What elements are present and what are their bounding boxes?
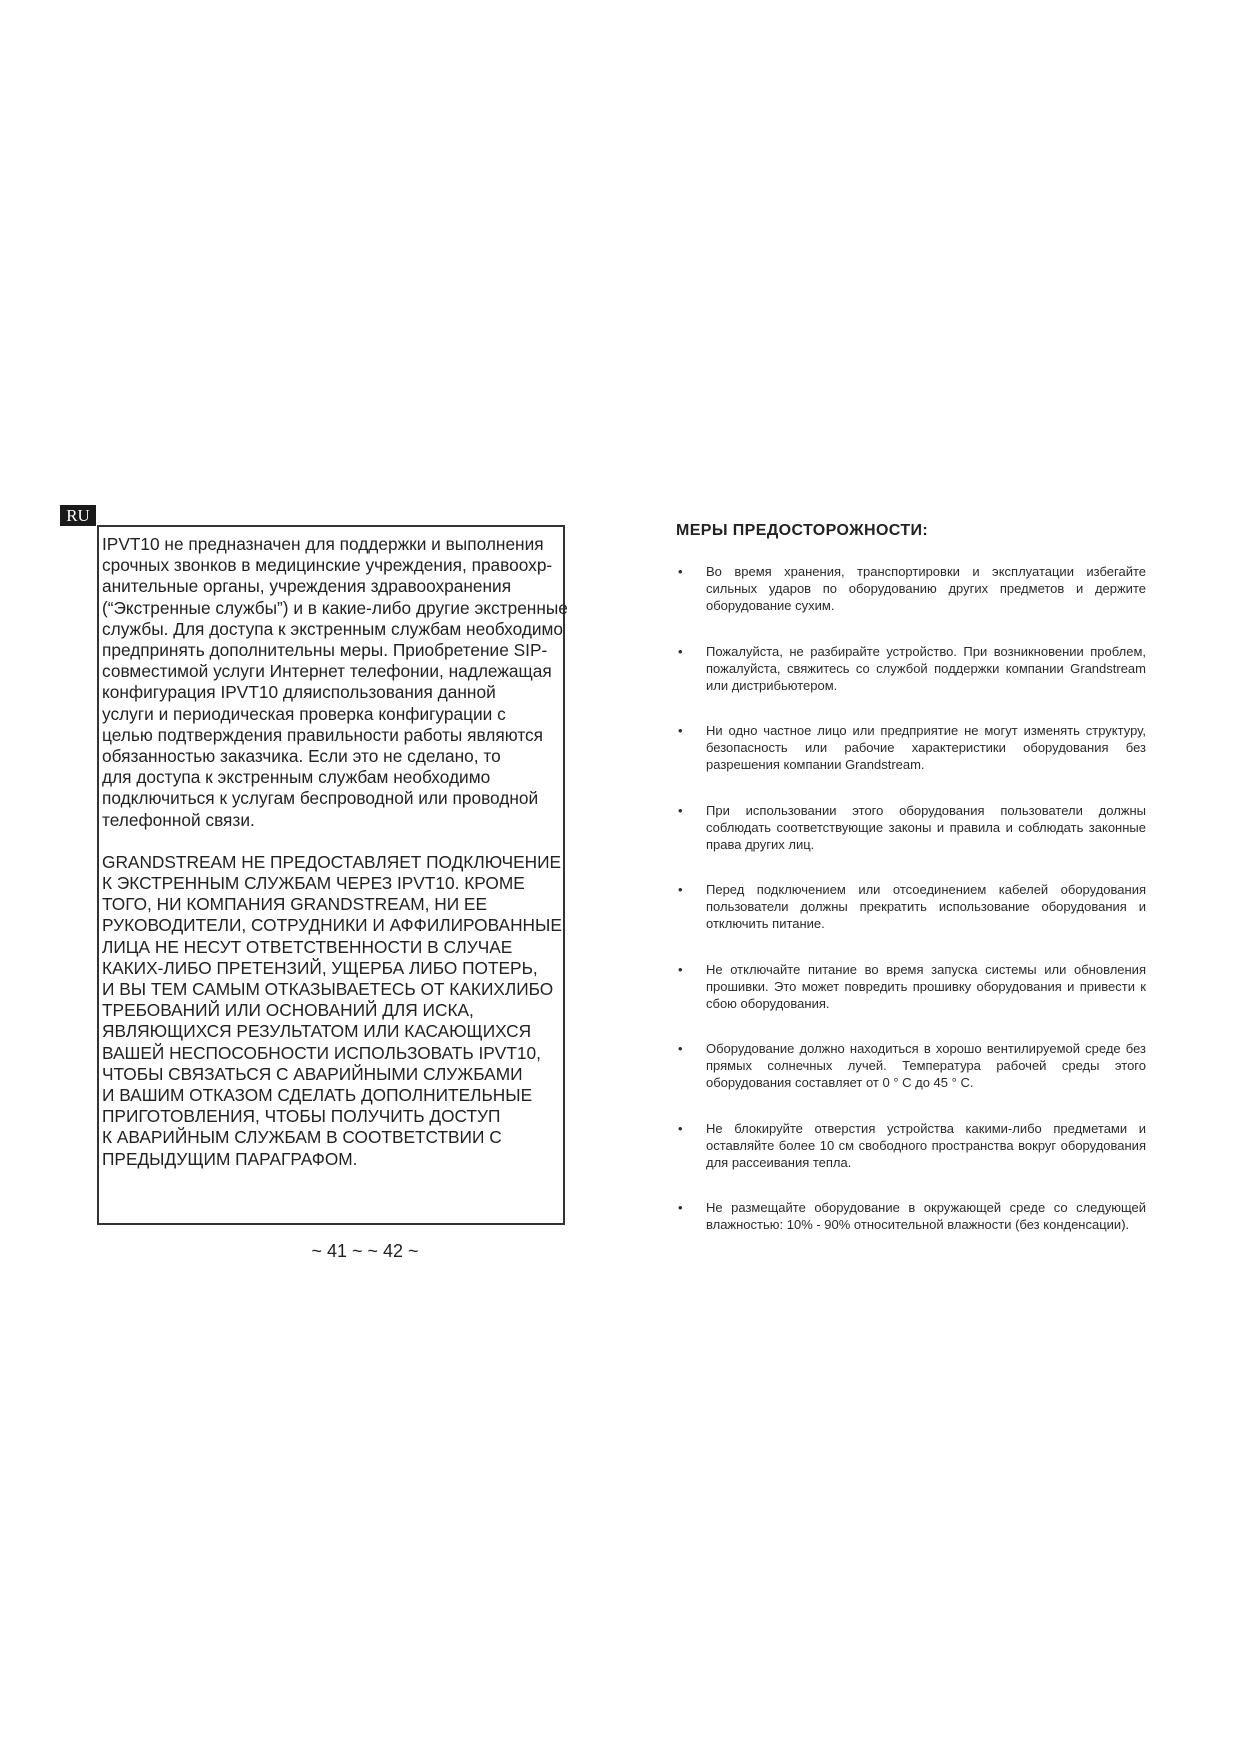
precaution-text: Не блокируйте отверстия устройства какими-либо предметами и оставляйте более 10 см свободного пространства вокруг оборудования для рассеивания тепла. [706,1120,1146,1170]
bullet-icon: • [678,1200,683,1215]
disclaimer-line: И ВЫ ТЕМ САМЫМ ОТКАЗЫВАЕТЕСЬ ОТ КАКИХЛИБО [102,979,554,1000]
bullet-icon: • [678,802,683,818]
precaution-item [676,563,1146,614]
precaution-item [676,1199,1146,1233]
precaution-text: Пожалуйста, не разбирайте устройство. При возникновении проблем, пожалуйста, свяжитесь со службой поддержки компании Grandstream или дистрибьютером. [706,643,1146,693]
disclaimer-line: ЧТОБЫ СВЯЗАТЬСЯ С АВАРИЙНЫМИ СЛУЖБАМИ [102,1063,523,1084]
disclaimer-line: ЛИЦА НЕ НЕСУТ ОТВЕТСТВЕННОСТИ В СЛУЧАЕ [102,936,513,957]
notice-line: службы. Для доступа к экстренным службам необходимо [102,618,564,639]
page-numbers: ~ 41 ~ ~ 42 ~ [311,1241,419,1261]
precaution-item [676,1120,1146,1171]
notice-line: для доступа к экстренным службам необходимо [102,767,491,788]
bullet-icon: • [678,1120,683,1136]
precautions-section [676,522,1146,1262]
precaution-text: Не размещайте оборудование в окружающей среде со следующей влажностью: 10% - 90% относительной влажности (без конденсации). [706,1200,1146,1232]
precaution-item [676,1040,1146,1091]
notice-line: совместимой услуги Интернет телефонии, надлежащая [102,661,552,682]
language-badge: RU [60,505,96,526]
precaution-item [676,961,1146,1012]
precaution-item [676,643,1146,694]
notice-line: обязанностью заказчика. Если это не сделано, то [102,746,501,767]
disclaimer-line: ЯВЛЯЮЩИХСЯ РЕЗУЛЬТАТОМ ИЛИ КАСАЮЩИХСЯ [102,1021,532,1042]
precautions-title: МЕРЫ ПРЕДОСТОРОЖНОСТИ: [676,522,929,539]
notice-line: (“Экстренные службы”) и в какие-либо другие экстренные [102,597,568,618]
notice-line: услуги и периодическая проверка конфигурации с [102,703,506,724]
disclaimer-line: К АВАРИЙНЫМ СЛУЖБАМ В СООТВЕТСТВИИ С [102,1127,502,1148]
disclaimer-line: GRANDSTREAM НЕ ПРЕДОСТАВЛЯЕТ ПОДКЛЮЧЕНИЕ [102,851,562,872]
notice-line: телефонной связи. [102,809,255,830]
precaution-text: При использовании этого оборудования пользователи должны соблюдать соответствующие законы и правила и соблюдать законные права других лиц. [706,802,1146,852]
precaution-item [676,881,1146,932]
disclaimer-line: И ВАШИМ ОТКАЗОМ СДЕЛАТЬ ДОПОЛНИТЕЛЬНЫЕ [102,1085,533,1106]
disclaimer-line: К ЭКСТРЕННЫМ СЛУЖБАМ ЧЕРЕЗ IPVT10. КРОМЕ [102,873,525,894]
disclaimer-line: ТОГО, НИ КОМПАНИЯ GRANDSTREAM, НИ ЕЕ [102,894,487,915]
precaution-item [676,802,1146,853]
bullet-icon: • [678,564,683,579]
bullet-icon: • [678,1041,683,1056]
emergency-notice-text [102,534,572,1170]
disclaimer-line: РУКОВОДИТЕЛИ, СОТРУДНИКИ И АФФИЛИРОВАННЫЕ [102,915,562,936]
notice-line: предпринять дополнительны меры. Приобретение SIP- [102,640,548,661]
notice-line: срочных звонков в медицинские учреждения, правоохр- [102,555,553,576]
precaution-text: Ни одно частное лицо или предприятие не могут изменять структуру, безопасность или рабочие характеристики оборудования без разрешения компании Grandstream. [706,723,1146,772]
disclaimer-line: ВАШЕЙ НЕСПОСОБНОСТИ ИСПОЛЬЗОВАТЬ IPVT10, [102,1042,541,1063]
bullet-icon: • [678,882,683,897]
disclaimer-line: ПРИГОТОВЛЕНИЯ, ЧТОБЫ ПОЛУЧИТЬ ДОСТУП [102,1106,501,1127]
bullet-icon: • [678,643,683,659]
notice-line: IPVT10 не предназначен для поддержки и выполнения [102,534,544,554]
notice-line: целью подтверждения правильности работы являются [102,724,544,745]
disclaimer-line: ПРЕДЫДУЩИМ ПАРАГРАФОМ. [102,1148,358,1169]
precaution-text: Перед подключением или отсоединением кабелей оборудования пользователи должны прекратить использование оборудования и отключить питание. [706,882,1146,931]
bullet-icon: • [678,961,683,977]
notice-line: конфигурация IPVT10 дляиспользования данной [102,682,496,703]
bullet-icon: • [678,723,683,738]
precaution-text: Не отключайте питание во время запуска системы или обновления прошивки. Это может повредить прошивку оборудования и привести к сбою оборудования. [706,961,1146,1011]
notice-line: подключиться к услугам беспроводной или проводной [102,788,539,809]
disclaimer-line: КАКИХ-ЛИБО ПРЕТЕНЗИЙ, УЩЕРБА ЛИБО ПОТЕРЬ, [102,957,538,978]
precaution-text: Оборудование должно находиться в хорошо вентилируемой среде без прямых солнечных лучей. Температура рабочей среды этого оборудования составляет от 0 ° C до 45 ° C. [706,1041,1146,1090]
precaution-text: Во время хранения, транспортировки и эксплуатации избегайте сильных ударов по оборудованию других предметов и держите оборудование сухим. [706,564,1146,613]
disclaimer-line: ТРЕБОВАНИЙ ИЛИ ОСНОВАНИЙ ДЛЯ ИСКА, [102,1000,474,1021]
precaution-item [676,722,1146,773]
notice-line: анительные органы, учреждения здравоохранения [102,576,512,597]
